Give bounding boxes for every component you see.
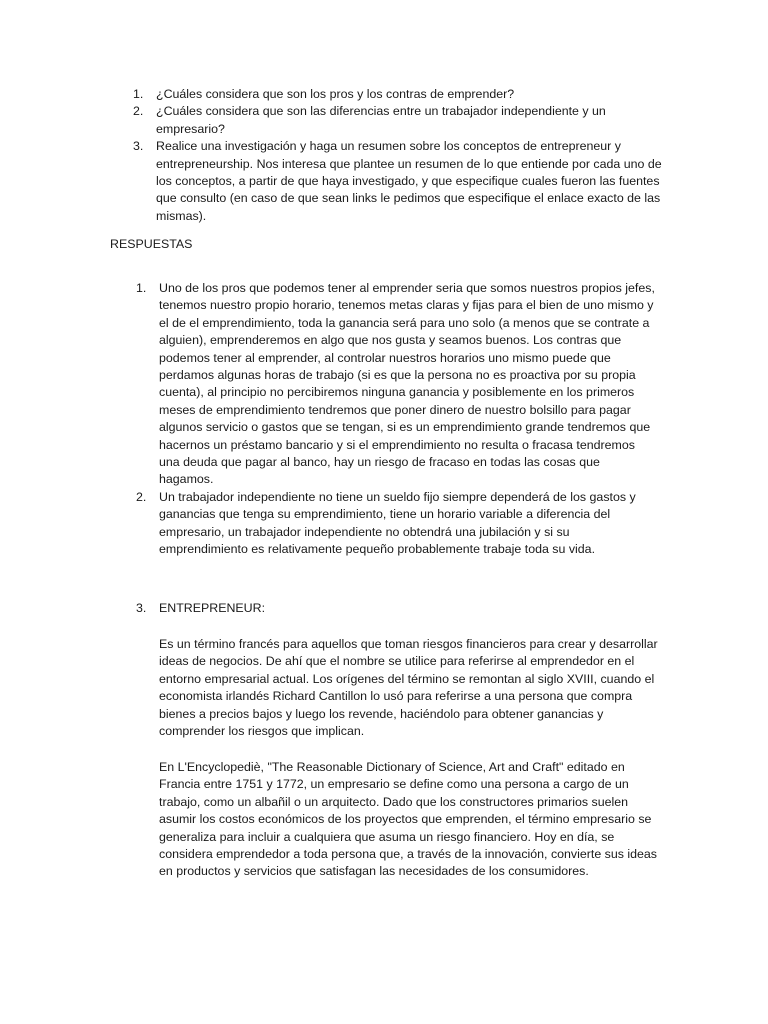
answer-text: Un trabajador independiente no tiene un sueldo fijo siempre dependerá de los gastos y ganancias que tenga su emprendimiento, tiene un horario variable a diferencia del empresario, un trabajador independiente no obtendrá una jubilación y si su emprendimiento es relativamente pequeño probablemente trabaje toda su vida.: [159, 489, 636, 557]
answer-number: 3.: [136, 601, 147, 615]
question-item: [133, 138, 663, 225]
answers-list: [136, 280, 656, 559]
question-text: ¿Cuáles considera que son los pros y los contras de emprender?: [156, 87, 515, 101]
questions-list: [133, 86, 663, 225]
answer-text: Uno de los pros que podemos tener al emprender seria que somos nuestros propios jefes, tenemos nuestro propio horario, tenemos metas claras y fijas para el bien de uno mismo y el de el emprendimiento, toda la ganancia será para uno solo (a menos que se contrate a alguien), emprenderemos en algo que nos gusta y seamos buenos. Los contras que podemos tener al emprender, al controlar nuestros horarios uno mismo puede que perdamos algunas horas de trabajo (si es que la persona no es proactiva por su propia cuenta), al principio no percibiremos ninguna ganancia y posiblemente en los primeros meses de emprendimiento tendremos que poner dinero de nuestro bolsillo para pagar algunos servicio o gastos que se tengan, si es un emprendimiento grande tendremos que hacernos un préstamo bancario y si el emprendimiento no resulta o fracasa tendremos una deuda que pagar al banco, hay un riesgo de fracaso en todas las cosas que hagamos.: [159, 281, 655, 487]
question-number: 1.: [133, 87, 144, 101]
answer-item: [136, 489, 656, 559]
question-text: ¿Cuáles considera que son las diferencias entre un trabajador independiente y un empresario?: [156, 104, 606, 136]
answer-number: 2.: [136, 489, 147, 504]
question-item: [133, 86, 663, 103]
answer-number: 1.: [136, 281, 147, 295]
answer-heading: ENTREPRENEUR:: [159, 601, 266, 615]
answer-item-3: [136, 600, 689, 617]
answer-item: [136, 280, 656, 489]
question-text: Realice una investigación y haga un resumen sobre los conceptos de entrepreneur y entrepreneurship. Nos interesa que plantee un resumen de lo que entiende por cada uno de los conceptos, a partir de que haya investigado, y que especifique cuales fueron las fuentes que consulto (en caso de que sean links le pedimos que especifique el enlace exacto de las mismas).: [156, 139, 662, 223]
answer-paragraph: En L'Encyclopediè, "The Reasonable Dictionary of Science, Art and Craft" editado en Francia entre 1751 y 1772, un empresario se define como una persona a cargo de un trabajo, como un albañil o un arquitecto. Dado que los constructores primarios suelen asumir los costos económicos de los proyectos que emprenden, el término empresario se generaliza para incluir a cualquiera que asuma un riesgo financiero. Hoy en día, se considera emprendedor a toda persona que, a través de la innovación, convierte sus ideas en productos y servicios que satisfagan las necesidades de los consumidores.: [159, 760, 658, 879]
answer-paragraph: Es un término francés para aquellos que toman riesgos financieros para crear y desarrollar ideas de negocios. De ahí que el nombre se utilice para referirse al emprendedor en el entorno empresarial actual. Los orígenes del término se remontan al siglo XVIII, cuando el economista irlandés Richard Cantillon lo usó para referirse a una persona que compra bienes a precios bajos y luego los revende, haciéndolo para obtener ganancias y comprender los riesgos que implican.: [159, 637, 658, 739]
question-number: 2.: [133, 104, 144, 119]
question-item: [133, 103, 663, 138]
answers-heading: RESPUESTAS: [110, 237, 193, 251]
question-number: 3.: [133, 139, 144, 154]
